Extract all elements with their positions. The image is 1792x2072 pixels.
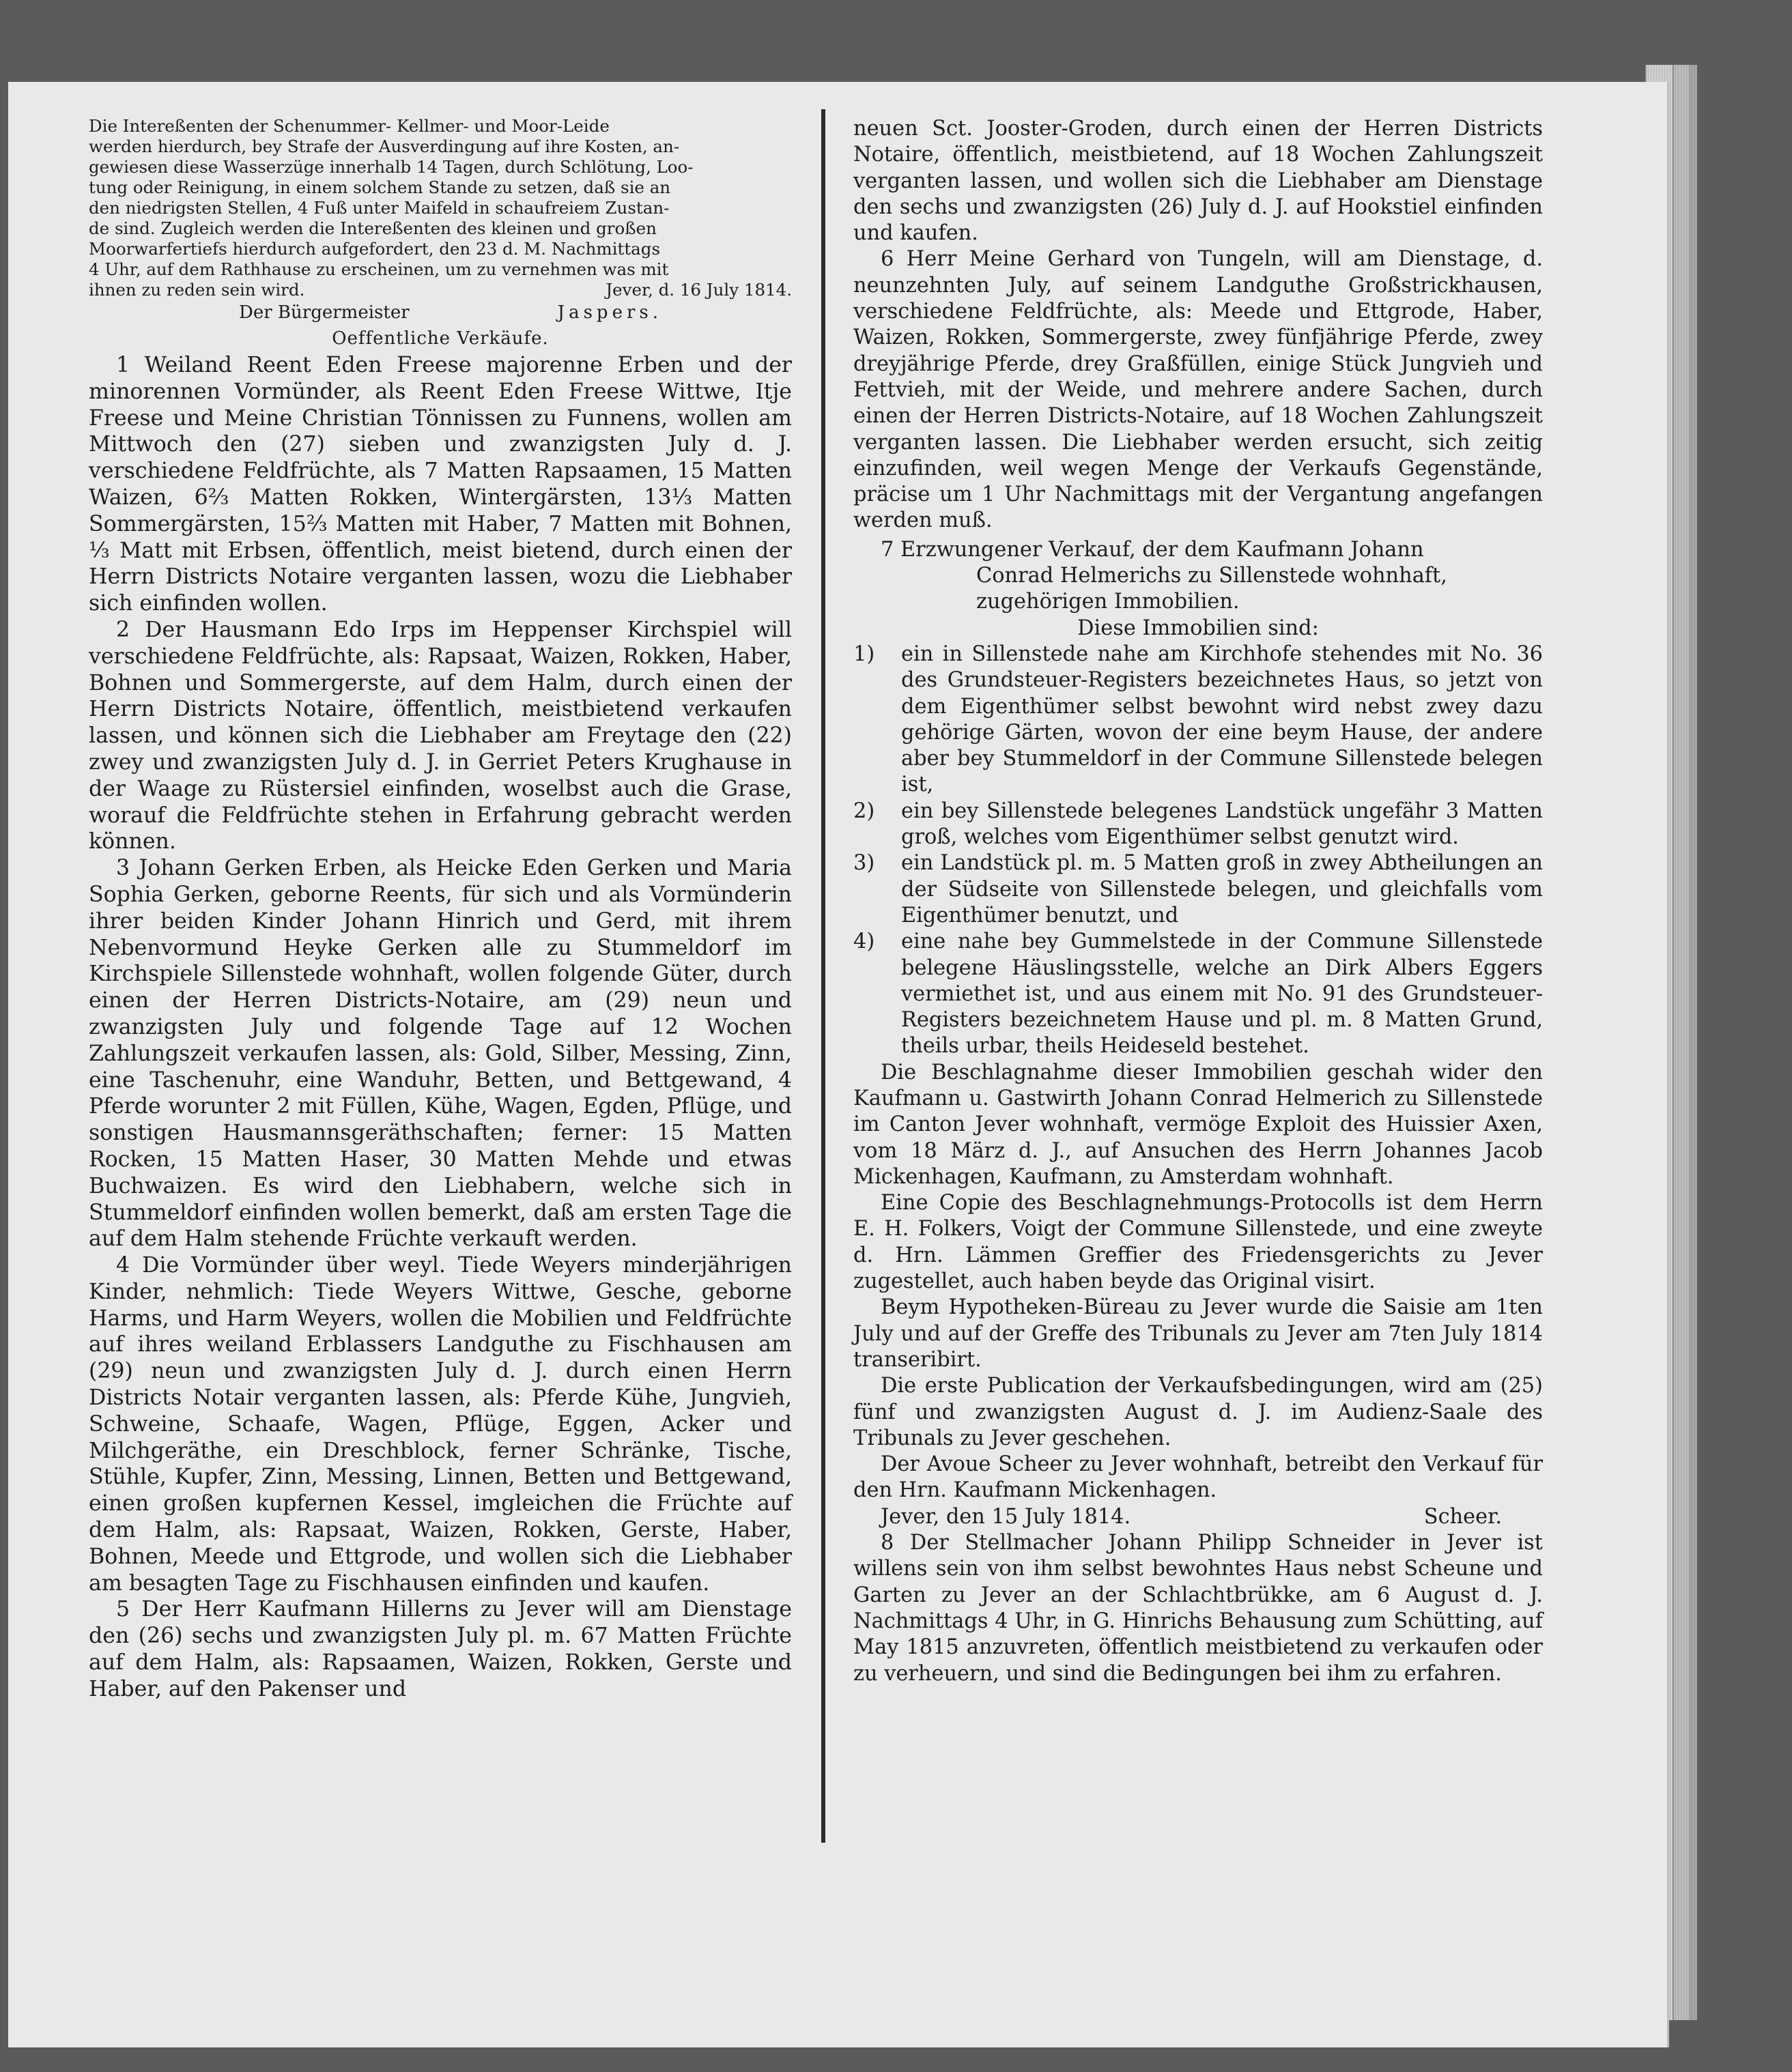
mayor-title: Der Bürgermeister (239, 302, 410, 323)
list-item-number: 1) (853, 642, 875, 666)
notice-line: de sind. Zugleich werden die Intereßenten des kleinen und großen (89, 218, 657, 238)
list-item-text: ein bey Sillenstede belegenes Landstück ungefähr 3 Matten groß, welches vom Eigenthümer selbst genutzt wird. (901, 798, 1543, 850)
section-heading: Oeffentliche Verkäufe. (332, 328, 549, 349)
notice-date: Jever, d. 16 July 1814. (606, 280, 792, 300)
notice-line: Die Intereßenten der Schenummer- Kellmer- und Moor-Leide (89, 116, 610, 136)
sale-entry-6: 6 Herr Meine Gerhard von Tungeln, will am Dienstage, d. neunzehnten July, auf seinem Landguthe Großstrickhausen, verschiedene Feldfrüchte, als: Meede und Ettgrode, Haber, Waizen, Rokken, Sommergerste, zwey fünfjährige Pferde, zwey dreyjährige Pferde, drey Graßfüllen, einige Stück Jungvieh und Fettvieh, mit der Weide, und mehrere andere Sachen, durch einen der Herren Districts-Notaire, auf 18 Wochen Zahlungszeit verganten lassen. Die Liebhaber werden ersucht, sich zeitig einzufinden, weil wegen Menge der Verkaufs Gegenstände, präcise um 1 Uhr Nachmittags mit der Vergantung angefangen werden muß. (853, 247, 1543, 533)
sale-entry-4: 4 Die Vormünder über weyl. Tiede Weyers minderjährigen Kinder, nehmlich: Tiede Weyers Wittwe, Gesche, geborne Harms, und Harm Weyers, wollen die Mobilien und Feldfrüchte auf ihres weiland Erblassers Landguthe zu Fischhausen am (29) neun und zwanzigsten July d. J. durch einen Herrn Districts Notair verganten lassen, als: Pferde Kühe, Jungvieh, Schweine, Schaafe, Wagen, Pflüge, Eggen, Acker und Milchgeräthe, ein Dreschblock, ferner Schränke, Tische, Stühle, Kupfer, Zinn, Messing, Linnen, Betten und Bettgewand, einen großen kupfernen Kessel, imgleichen die Früchte auf dem Halm, als: Rapsaat, Waizen, Rokken, Gerste, Haber, Bohnen, Meede und Ettgrode, und wollen sich die Liebhaber am besagten Tage zu Fischhausen einfinden und kaufen. (89, 1253, 792, 1596)
list-item (853, 850, 1543, 929)
list-item (853, 798, 1543, 851)
list-item-text: eine nahe bey Gummelstede in der Commune Sillenstede belegene Häuslingsstelle, welche an Dirk Albers Eggers vermiethet ist, und aus einem mit No. 91 des Grundsteuer-Registers bezeichnetem Hause und pl. m. 8 Matten Grund, theils urbar, theils Heideseld bestehet. (901, 930, 1543, 1059)
notice-line: gewiesen diese Wasserzüge innerhalb 14 Tagen, durch Schlötung, Loo- (89, 157, 694, 177)
sale-entry-8: 8 Der Stellmacher Johann Philipp Schneider in Jever ist willens sein von ihm selbst bewohntes Haus nebst Scheune und Garten zu Jever an der Schlachtbrükke, am 6 August d. J. Nachmittags 4 Uhr, in G. Hinrichs Behausung zum Schütting, auf May 1815 anzuvreten, öffentlich meistbietend zu verkaufen oder zu verheuern, und sind die Bedingungen bei ihm zu erfahren. (853, 1531, 1543, 1686)
list-item-number: 2) (853, 798, 875, 823)
column-rule (821, 109, 825, 1843)
sale-entry-2: 2 Der Hausmann Edo Irps im Heppenser Kirchspiel will verschiedene Feldfrüchte, als: Rapsaat, Waizen, Rokken, Haber, Bohnen und Sommergerste, auf dem Halm, durch einen der Herrn Districts Notaire, öffentlich, meistbietend verkaufen lassen, und können sich die Liebhaber am Freytage den (22) zwey und zwanzigsten July d. J. in Gerriet Peters Krughause in der Waage zu Rüstersiel einfinden, woselbst auch die Grase, worauf die Feldfrüchte stehen in Erfahrung gebracht werden können. (89, 617, 792, 854)
list-item (853, 929, 1543, 1059)
sale-entry-5-continued: neuen Sct. Jooster-Groden, durch einen der Herren Districts Notaire, öffentlich, meistbietend, auf 18 Wochen Zahlungszeit verganten lassen, und wollen sich die Liebhaber am Dienstage den sechs und zwanzigsten (26) July d. J. auf Hookstiel einfinden und kaufen. (853, 117, 1543, 246)
sale-entry-1: 1 Weiland Reent Eden Freese majorenne Erben und der minorennen Vormünder, als Reent Eden Freese Wittwe, Itje Freese und Meine Christian Tönnissen zu Funnens, wollen am Mittwoch den (27) sieben und zwanzigsten July d. J. verschiedene Feldfrüchte, als 7 Matten Rapsaamen, 15 Matten Waizen, 6⅔ Matten Rokken, Wintergärsten, 13⅓ Matten Sommergärsten, 15⅔ Matten mit Haber, 7 Matten mit Bohnen, ⅓ Matt mit Erbsen, öffentlich, meist bietend, durch einen der Herrn Districts Notaire verganten lassen, wozu die Liebhaber sich einfinden wollen. (89, 353, 792, 616)
notice-line: tung oder Reinigung, in einem solchem Stande zu setzen, daß sie an (89, 177, 671, 197)
publication-paragraph: Die erste Publication der Verkaufsbedingungen, wird am (25) fünf und zwanzigsten August d. J. im Audienz-Saale des Tribunals zu Jever geschehen. (853, 1374, 1543, 1450)
left-column (89, 116, 792, 1703)
seizure-paragraph: Die Beschlagnahme dieser Immobilien geschah wider den Kaufmann u. Gastwirth Johann Conrad Helmerich zu Sillenstede im Canton Jever wohnhaft, vermöge Exploit des Huissier Axen, vom 18 März d. J., auf Ansuchen des Herrn Johannes Jacob Mickenhagen, Kaufmann, zu Amsterdam wohnhaft. (853, 1060, 1543, 1189)
notice-closing (89, 280, 792, 300)
list-item-text: ein in Sillenstede nahe am Kirchhofe stehendes mit No. 36 des Grundsteuer-Registers bezeichnetes Haus, so jetzt von dem Eigenthümer selbst bewohnt wird nebst zwey dazu gehörige Gärten, wovon der eine beym Hause, der andere aber bey Stummeldorf in der Commune Sillenstede belegen ist, (901, 642, 1543, 797)
notice-line: den niedrigsten Stellen, 4 Fuß unter Maifeld in schaufreiem Zustan- (89, 198, 670, 218)
signature-name: Scheer. (1423, 1504, 1502, 1529)
notice-line: werden hierdurch, bey Strafe der Ausverdingung auf ihre Kosten, an- (89, 136, 680, 156)
signature-date: Jever, den 15 July 1814. (881, 1504, 1131, 1529)
protocol-paragraph: Eine Copie des Beschlagnehmungs-Protocolls ist dem Herrn E. H. Folkers, Voigt der Commune Sillenstede, und eine zweyte d. Hrn. Lämmen Greffier des Friedensgerichts zu Jever zugestellet, auch haben beyde das Original visirt. (853, 1191, 1543, 1294)
list-item-number: 4) (853, 930, 875, 954)
list-item (853, 642, 1543, 798)
sale-entry-7-subheading: Conrad Helmerichs zu Sillenstede wohnhaft, zugehörigen Immobilien. (976, 564, 1447, 614)
sale-entry-3: 3 Johann Gerken Erben, als Heicke Eden Gerken und Maria Sophia Gerken, geborne Reents, für sich und als Vormünderin ihrer beiden Kinder Johann Hinrich und Gerd, mit ihrem Nebenvormund Heyke Gerken alle zu Stummeldorf im Kirchspiele Sillenstede wohnhaft, wollen folgende Güter, durch einen der Herren Districts-Notaire, am (29) neun und zwanzigsten July und folgende Tage auf 12 Wochen Zahlungszeit verkaufen lassen, als: Gold, Silber, Messing, Zinn, eine Taschenuhr, eine Wanduhr, Betten, und Bettgewand, 4 Pferde worunter 2 mit Füllen, Kühe, Wagen, Egden, Pflüge, und sonstigen Hausmannsgeräthschaften; ferner: 15 Matten Rocken, 15 Matten Haser, 30 Matten Mehde und etwas Buchwaizen. Es wird den Liebhabern, welche sich in Stummeldorf einfinden wollen bemerkt, daß am ersten Tage die auf dem Halm stehende Früchte verkauft werden. (89, 856, 792, 1252)
drainage-notice (89, 116, 792, 300)
notice-line: Moorwarfertiefs hierdurch aufgefordert, den 23 d. M. Nachmittags (89, 239, 661, 259)
notice-line: 4 Uhr, auf dem Rathhause zu erscheinen, um zu vernehmen was mit (89, 259, 669, 279)
list-item-text: ein Landstück pl. m. 5 Matten groß in zwey Abtheilungen an der Südseite von Sillenstede belegen, und gleichfalls vom Eigenthümer benutzt, und (901, 851, 1543, 927)
right-column (853, 116, 1543, 1687)
immobilien-list-title: Diese Immobilien sind: (1077, 616, 1319, 640)
notice-last-line: ihnen zu reden sein wird. (89, 280, 305, 300)
sale-entry-5: 5 Der Herr Kaufmann Hillerns zu Jever will am Dienstage den (26) sechs und zwanzigsten July pl. m. 67 Matten Früchte auf dem Halm, als: Rapsaamen, Waizen, Rokken, Gerste und Haber, auf den Pakenser und (89, 1597, 792, 1701)
list-item-number: 3) (853, 851, 875, 876)
hypotheken-paragraph: Beym Hypotheken-Büreau zu Jever wurde die Saisie am 1ten July und auf der Greffe des Tribunals zu Jever am 7ten July 1814 transeribirt. (853, 1295, 1543, 1372)
sale-entry-7-heading: 7 Erzwungener Verkauf, der dem Kaufmann Johann (881, 537, 1424, 562)
mayor-name: Jaspers. (557, 302, 662, 323)
mayor-signature (89, 300, 792, 325)
scheer-signature (853, 1504, 1543, 1530)
avoue-paragraph: Der Avoue Scheer zu Jever wohnhaft, betreibt den Verkauf für den Hrn. Kaufmann Mickenhagen. (853, 1452, 1543, 1503)
